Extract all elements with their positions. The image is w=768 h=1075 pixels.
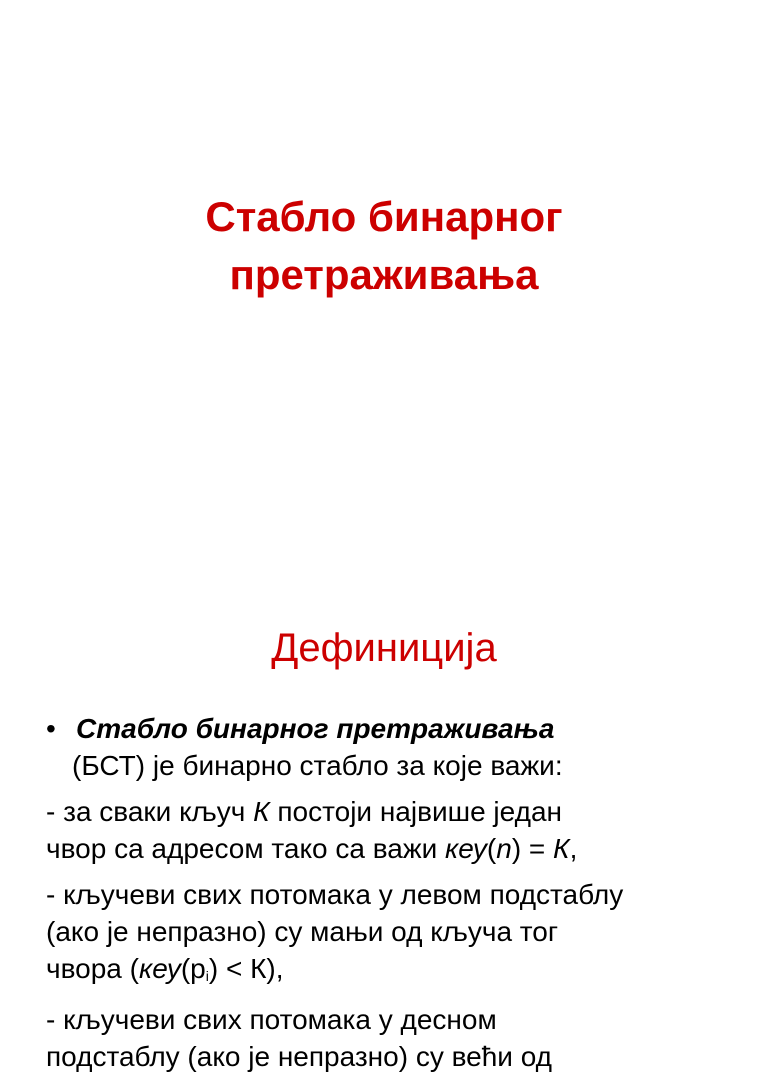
bullet-icon: •: [46, 713, 56, 744]
rule-3-line-2: подстаблу (ако је непразно) су већи од: [46, 1041, 553, 1072]
slide-title-line-1: Стабло бинарног: [205, 193, 563, 240]
rule-2-line-2: (ако је непразно) су мањи од кључа тог: [46, 916, 559, 947]
rule-3-line-1: - кључеви свих потомака у десном: [46, 1004, 497, 1035]
rule-1-line-2: чвор са адресом тако са важи кеу(n) = К,: [46, 833, 578, 864]
definition-slide: [0, 576, 768, 1072]
slide-title-line-2: претраживања: [229, 251, 539, 298]
defined-term: Стабло бинарног претраживања: [76, 713, 555, 744]
slide-title: [0, 188, 768, 304]
bullet-item: [46, 710, 746, 747]
definition-body: [46, 710, 746, 1075]
rule-2-line-3: чвора $(кеу(p_i) < К)$,: [46, 953, 284, 984]
definition-heading: Дефиниција: [271, 626, 497, 670]
rule-1-line-1: - за сваки кључ К постоји највише један: [46, 796, 562, 827]
rule-2-line-1: - кључеви свих потомака у левом подстаблу: [46, 879, 624, 910]
definition-line: (БСТ) је бинарно стабло за које важи:: [72, 750, 563, 781]
